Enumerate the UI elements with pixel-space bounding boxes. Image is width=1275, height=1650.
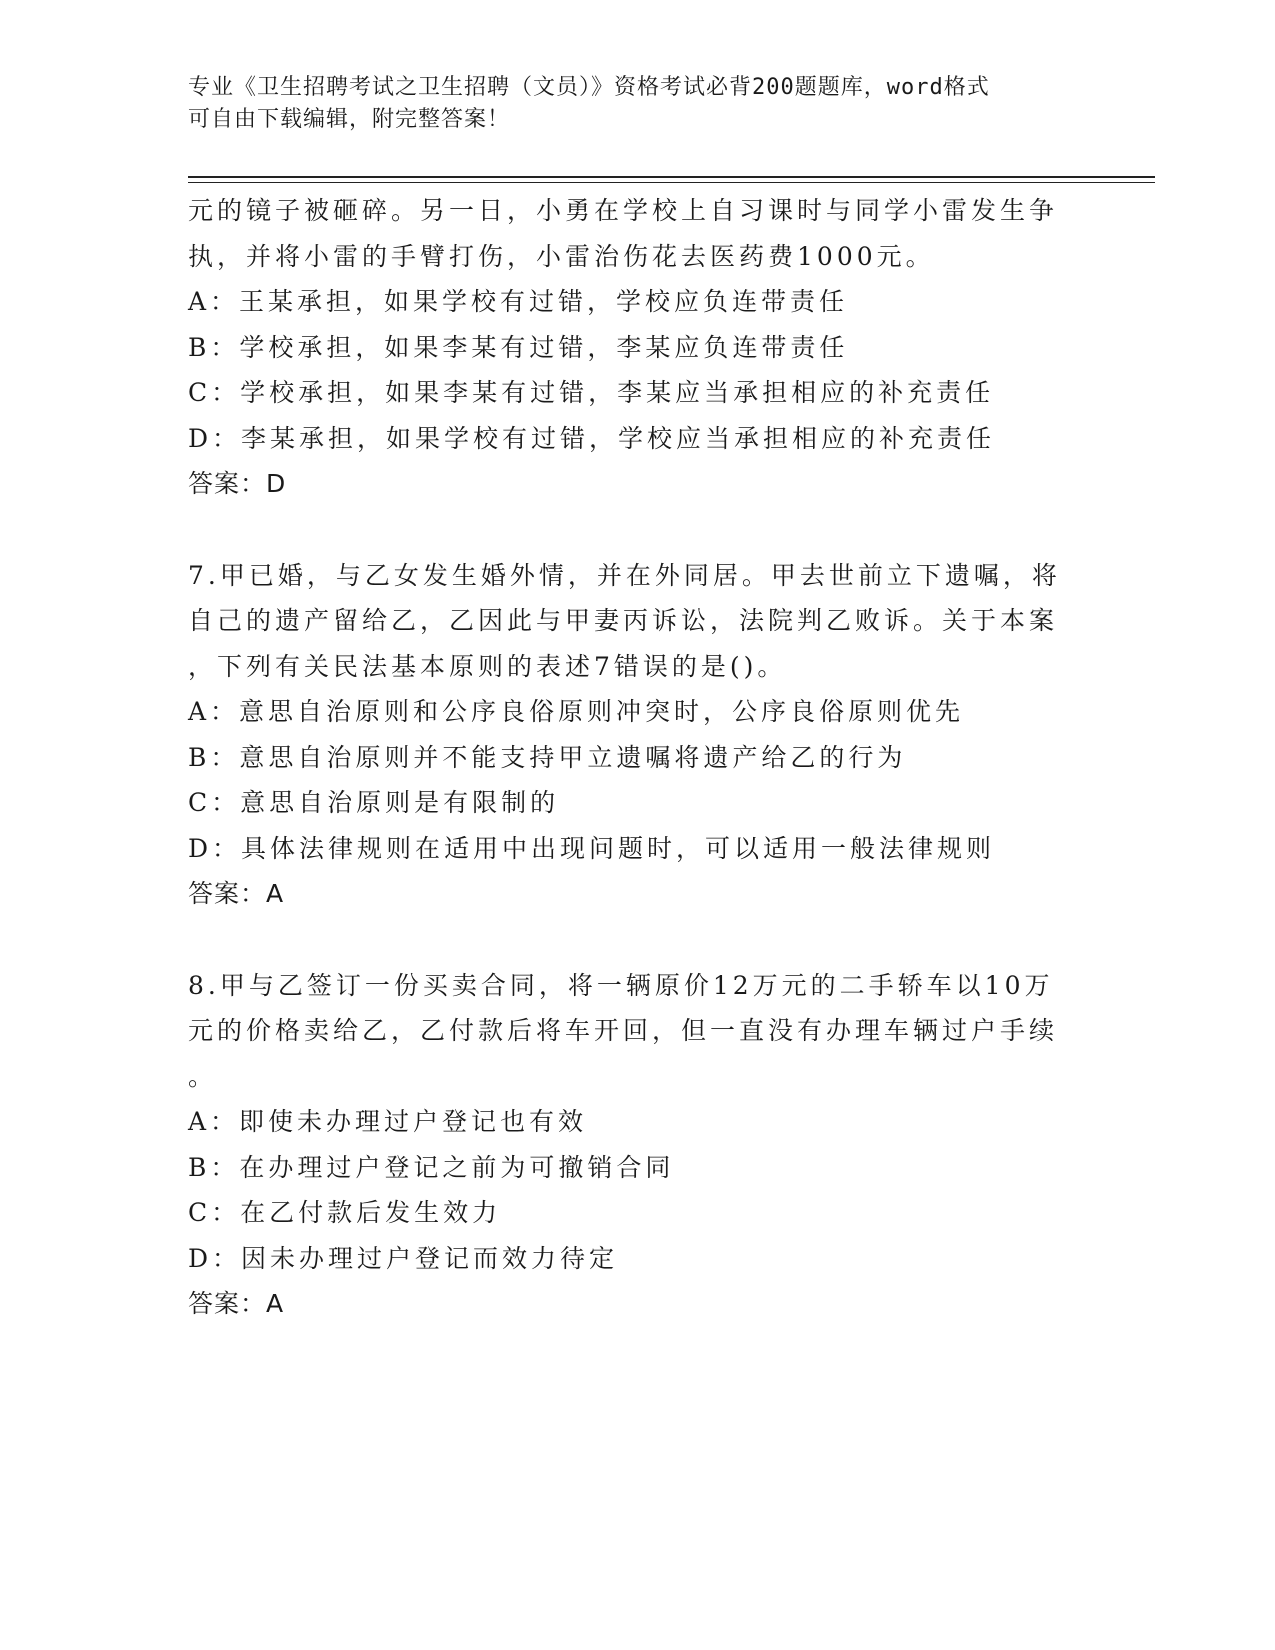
option-d: D：因未办理过户登记而效力待定 [188,1243,619,1273]
option-b: B：意思自治原则并不能支持甲立遗嘱将遗产给乙的行为 [188,742,907,772]
option-c: C：在乙付款后发生效力 [188,1198,502,1227]
question-text-line: 8.甲与乙签订一份买卖合同，将一辆原价12万元的二手轿车以10万 [188,970,1054,1000]
document-body [188,188,1088,1327]
option-d: D：李某承担，如果学校有过错，学校应当承担相应的补充责任 [188,423,996,453]
question-6-continued [188,188,1088,507]
option-b: B：在办理过户登记之前为可撤销合同 [188,1152,675,1182]
question-text-line: 执，并将小雷的手臂打伤，小雷治伤花去医药费1000元。 [188,241,935,271]
question-8 [188,963,1088,1327]
question-text-line: 自己的遗产留给乙，乙因此与甲妻丙诉讼，法院判乙败诉。关于本案 [188,606,1059,635]
document-header [188,72,1068,136]
option-a: A：意思自治原则和公序良俗原则冲突时，公序良俗原则优先 [188,697,965,726]
header-title-line-1: 专业《卫生招聘考试之卫生招聘（文员）》资格考试必背200题题库，word格式 [188,75,990,100]
header-rule-thin [188,182,1155,183]
question-7 [188,553,1088,917]
answer-line: 答案：A [188,879,285,908]
option-b: B：学校承担，如果李某有过错，李某应负连带责任 [188,332,849,362]
option-c: C：意思自治原则是有限制的 [188,788,560,817]
option-a: A：王某承担，如果学校有过错，学校应负连带责任 [188,287,849,316]
question-text-line: 。 [188,1061,218,1091]
option-d: D：具体法律规则在适用中出现问题时，可以适用一般法律规则 [188,833,996,863]
header-rule-thick [188,176,1155,178]
spacer [188,507,1088,553]
question-text-line: 元的镜子被砸碎。另一日，小勇在学校上自习课时与同学小雷发生争 [188,196,1059,225]
option-c: C：学校承担，如果李某有过错，李某应当承担相应的补充责任 [188,378,995,407]
question-text-line: ，下列有关民法基本原则的表述7错误的是()。 [188,651,787,681]
header-title-line-2: 可自由下载编辑，附完整答案！ [188,107,511,132]
answer-line: 答案：A [188,1289,285,1318]
question-text-line: 元的价格卖给乙，乙付款后将车开回，但一直没有办理车辆过户手续 [188,1016,1059,1045]
answer-line: 答案：D [188,469,287,498]
question-text-line: 7.甲已婚，与乙女发生婚外情，并在外同居。甲去世前立下遗嘱，将 [188,560,1061,590]
spacer [188,917,1088,963]
option-a: A：即使未办理过户登记也有效 [188,1107,588,1136]
